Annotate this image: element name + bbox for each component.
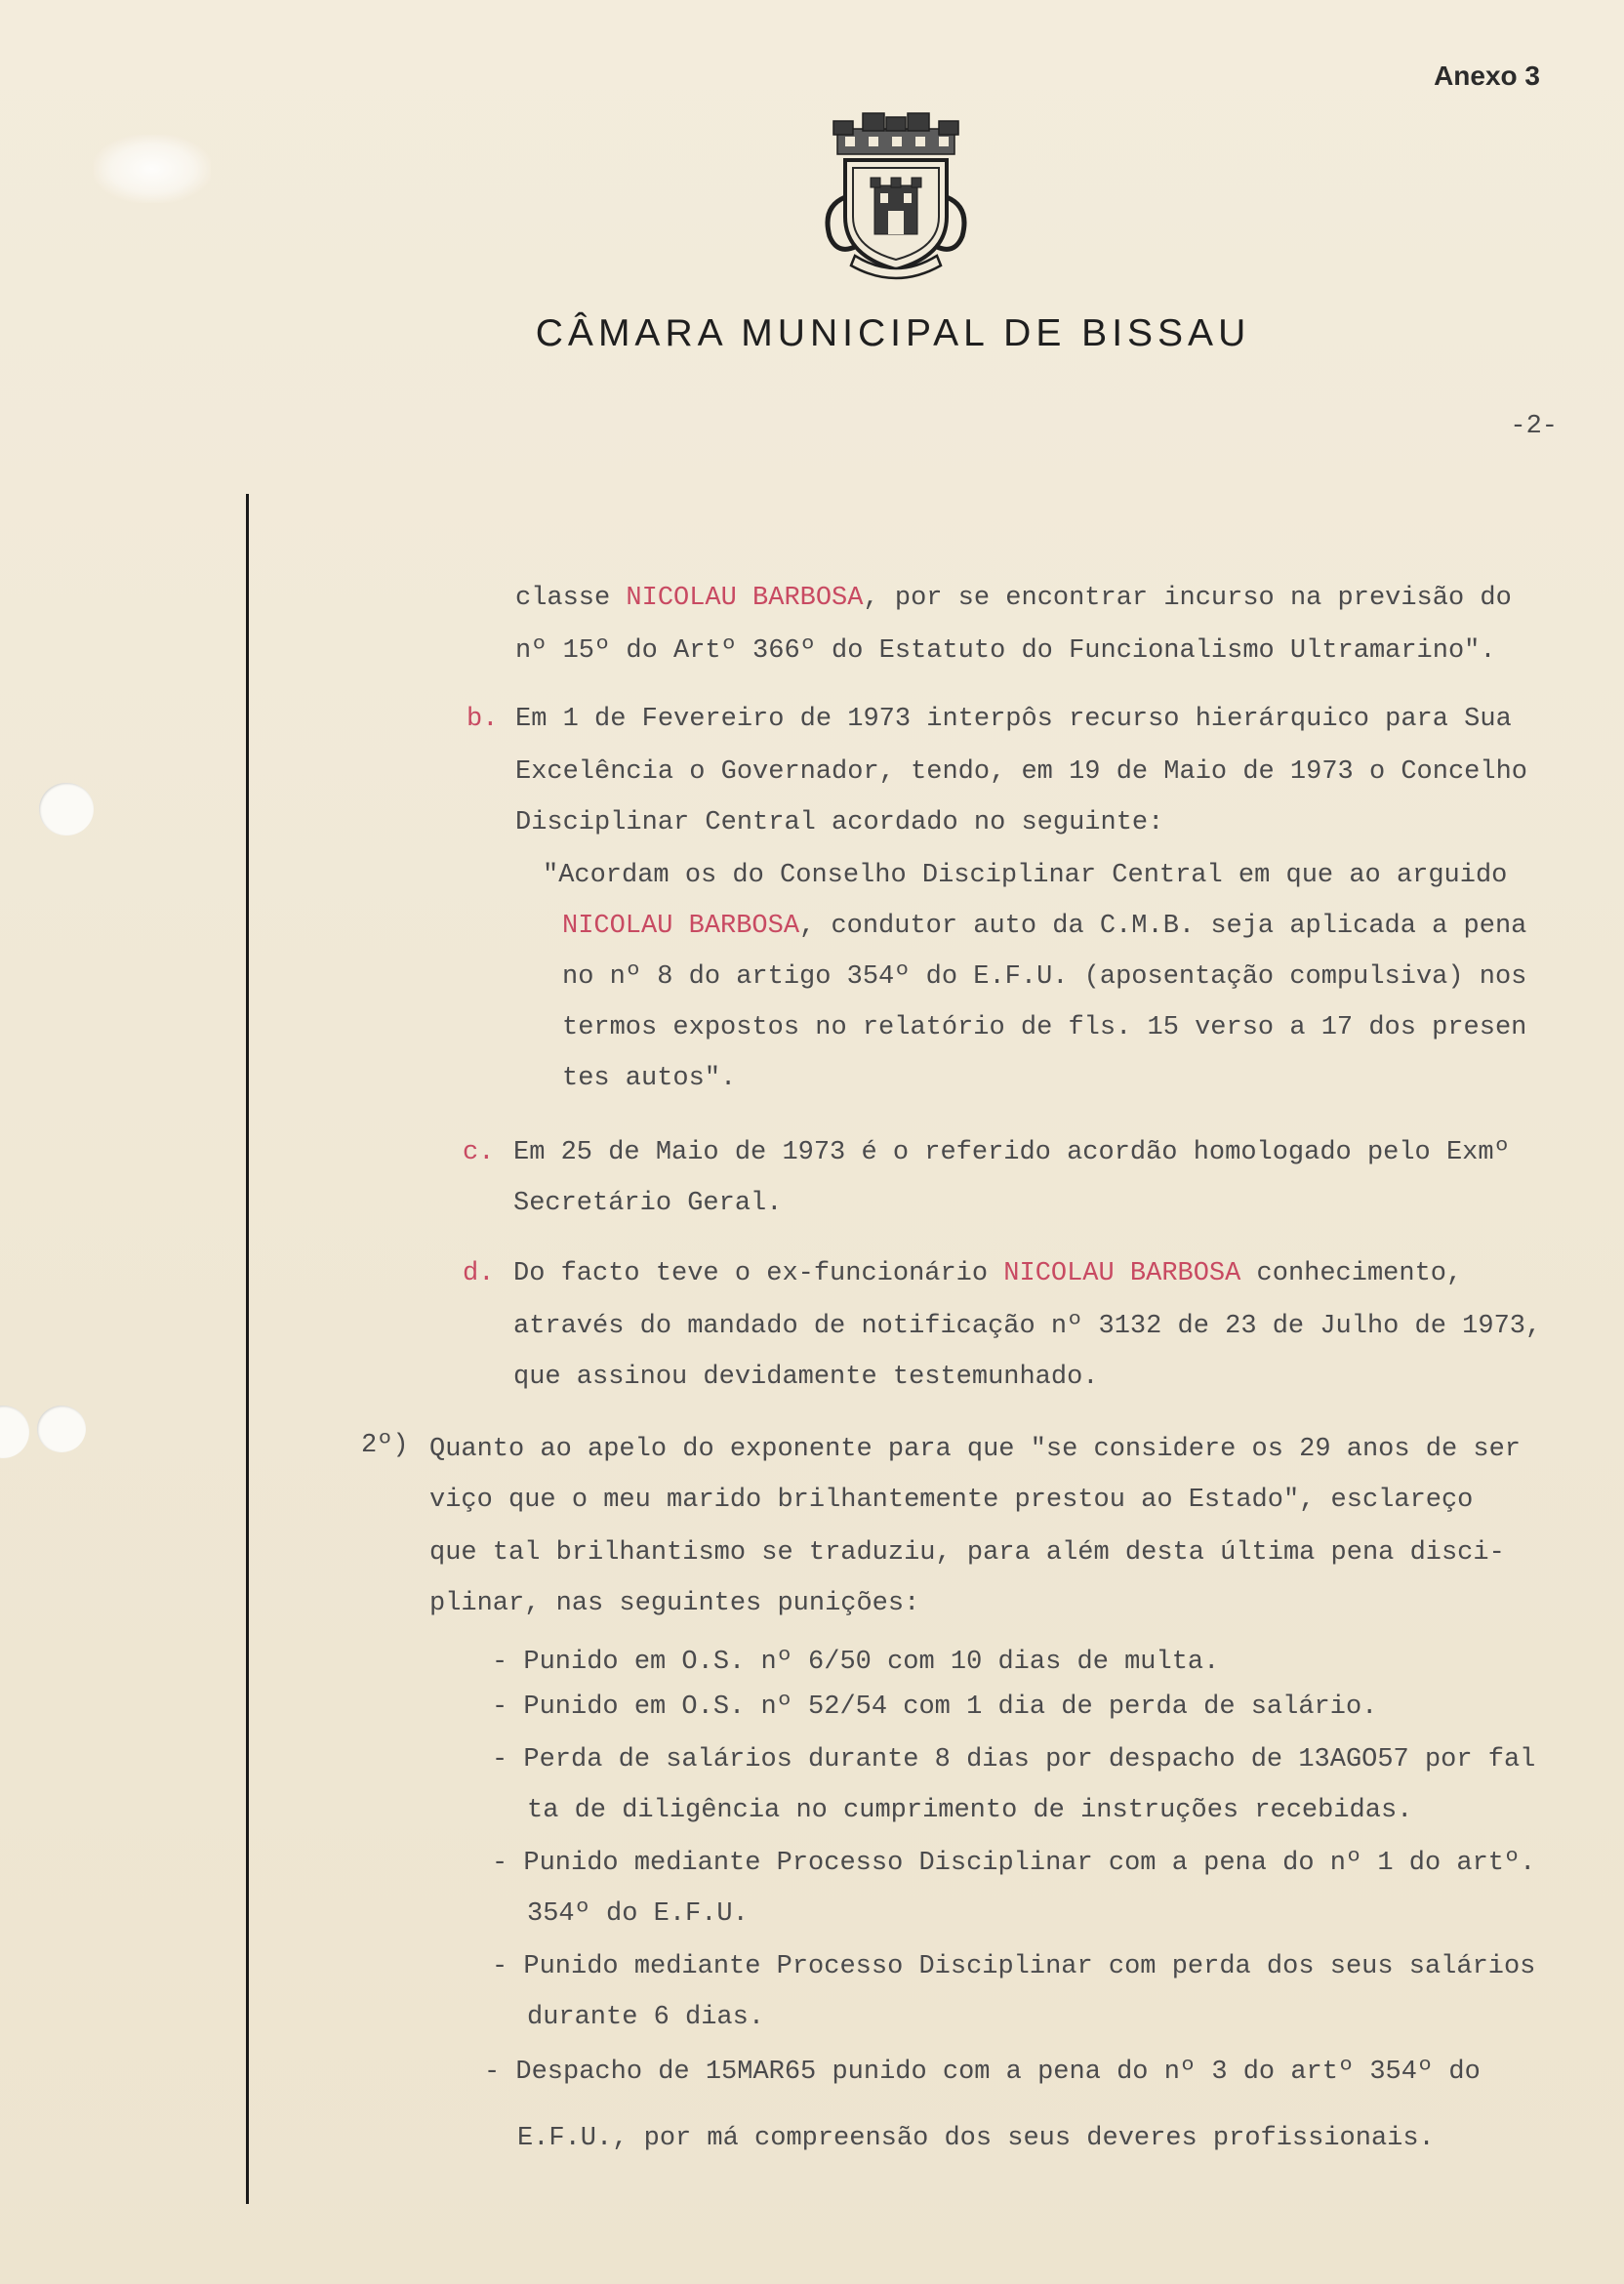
paper-stain — [94, 135, 211, 203]
list-item-continuation: ta de diligência no cumprimento de instruções recebidas. — [527, 1796, 1413, 1825]
list-item: - Punido em O.S. nº 52/54 com 1 dia de perda de salário. — [492, 1693, 1378, 1722]
paragraph-line: nº 15º do Artº 366º do Estatuto do Funcionalismo Ultramarino". — [515, 636, 1496, 666]
person-name: NICOLAU BARBOSA — [626, 584, 864, 613]
list-item-continuation: 354º do E.F.U. — [527, 1899, 749, 1929]
list-item: - Perda de salários durante 8 dias por despacho de 13AGO57 por fal — [492, 1745, 1536, 1774]
paragraph-line: plinar, nas seguintes punições: — [429, 1589, 920, 1618]
quote-line: "Acordam os do Conselho Disciplinar Central em que ao arguido — [543, 861, 1508, 890]
list-item: - Punido mediante Processo Disciplinar com a pena do nº 1 do artº. — [492, 1849, 1536, 1878]
list-item-continuation: durante 6 dias. — [527, 2003, 765, 2032]
punch-hole-right — [37, 1406, 86, 1452]
list-item-continuation: E.F.U., por má compreensão dos seus deveres profissionais. — [517, 2124, 1435, 2153]
paragraph-line: Do facto teve o ex-funcionário NICOLAU BARBOSA conhecimento, — [513, 1259, 1463, 1288]
paragraph-line: viço que o meu marido brilhantemente prestou ao Estado", esclareço — [429, 1486, 1474, 1515]
punch-hole-left — [0, 1406, 29, 1458]
quote-line: no nº 8 do artigo 354º do E.F.U. (aposentação compulsiva) nos — [562, 962, 1527, 992]
paragraph-line: que assinou devidamente testemunhado. — [513, 1363, 1099, 1392]
quote-line: tes autos". — [562, 1064, 737, 1093]
page-number: -2- — [1510, 412, 1558, 441]
list-item: - Punido em O.S. nº 6/50 com 10 dias de multa. — [492, 1648, 1220, 1677]
quote-line: NICOLAU BARBOSA, condutor auto da C.M.B. seja aplicada a pena — [562, 912, 1527, 941]
paragraph-line: Em 25 de Maio de 1973 é o referido acordão homologado pelo Exmº — [513, 1138, 1510, 1167]
paragraph-line: Disciplinar Central acordado no seguinte: — [515, 808, 1164, 837]
quote-line: termos expostos no relatório de fls. 15 verso a 17 dos presen — [562, 1013, 1527, 1042]
item-label-d: d. — [463, 1259, 495, 1288]
item-label-c: c. — [463, 1138, 495, 1167]
paragraph-line: classe NICOLAU BARBOSA, por se encontrar incurso na previsão do — [515, 584, 1512, 613]
annex-label: Anexo 3 — [1434, 61, 1540, 91]
section-label-2: 2º) — [361, 1431, 409, 1460]
page-title: CÂMARA MUNICIPAL DE BISSAU — [535, 312, 1251, 354]
person-name: NICOLAU BARBOSA — [562, 912, 800, 941]
municipal-coat-of-arms-icon — [808, 109, 984, 285]
paragraph-line: Quanto ao apelo do exponente para que "se considere os 29 anos de ser — [429, 1435, 1521, 1464]
paragraph-line: Excelência o Governador, tendo, em 19 de Maio de 1973 o Concelho — [515, 757, 1527, 787]
paragraph-line: Secretário Geral. — [513, 1189, 783, 1218]
paragraph-line: que tal brilhantismo se traduziu, para além desta última pena disci- — [429, 1538, 1505, 1568]
list-item: - Despacho de 15MAR65 punido com a pena do nº 3 do artº 354º do — [484, 2058, 1481, 2087]
item-label-b: b. — [467, 705, 499, 734]
paragraph-line: Em 1 de Fevereiro de 1973 interpôs recurso hierárquico para Sua — [515, 705, 1512, 734]
margin-rule — [246, 494, 249, 2204]
list-item: - Punido mediante Processo Disciplinar com perda dos seus salários — [492, 1952, 1536, 1981]
punch-hole-top — [39, 783, 94, 836]
person-name: NICOLAU BARBOSA — [1003, 1259, 1241, 1288]
paragraph-line: através do mandado de notificação nº 3132 de 23 de Julho de 1973, — [513, 1312, 1542, 1341]
